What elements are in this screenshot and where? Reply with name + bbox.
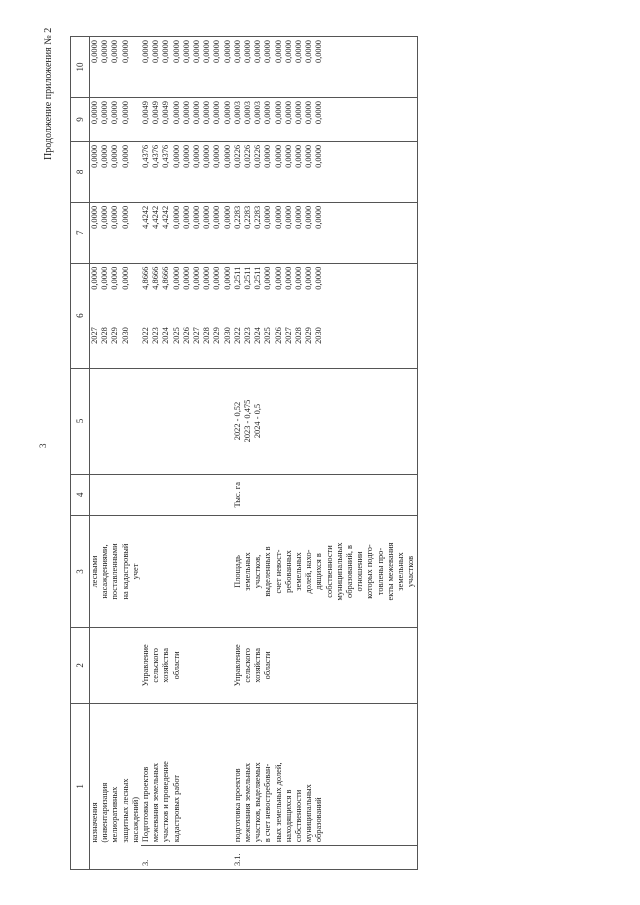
- executor-line: Управление: [232, 644, 242, 687]
- funding-value: 0,0000: [283, 205, 293, 229]
- funding-value: 0,0000: [100, 205, 110, 229]
- funding-value: 0,0000: [90, 101, 99, 125]
- indicator-cell: [233, 515, 417, 627]
- funding-value: 0,0000: [304, 101, 314, 125]
- measure-name-line: участков и проведение: [161, 761, 171, 843]
- indicator-line: екты межевания: [385, 542, 395, 601]
- funding-value: 0,0000: [192, 144, 202, 168]
- measure-name-line: защитных лесных: [120, 778, 130, 843]
- year-value: 2029: [212, 327, 222, 344]
- funding-value: 0,0000: [181, 266, 191, 290]
- funding-value: 0,0000: [90, 205, 99, 229]
- funding-cell-col10: [90, 37, 142, 98]
- indicator-line: насаждениями,: [100, 544, 110, 599]
- funding-value: 0,0000: [192, 101, 202, 125]
- measure-name-line: образований: [314, 797, 324, 843]
- funding-value: 0,0000: [314, 101, 324, 125]
- measure-name-line: находящихся в: [283, 789, 293, 843]
- funding-value: 0,0003: [243, 101, 253, 125]
- funding-cell-col7: [90, 202, 142, 263]
- funding-value: 0,0000: [283, 144, 293, 168]
- indicator-line: товлены про-: [375, 547, 385, 596]
- indicator-line: на кадастровый: [120, 543, 130, 600]
- funding-value: 0,0000: [263, 266, 273, 290]
- funding-value: 0,0000: [100, 101, 110, 125]
- funding-value: 0,0049: [151, 101, 161, 125]
- target-value-cell: [90, 368, 142, 474]
- funding-value: 0,0049: [141, 101, 151, 125]
- funding-value: 0,0000: [273, 101, 283, 125]
- funding-value: 0,4376: [161, 144, 171, 168]
- funding-value: 0,0000: [314, 40, 324, 64]
- funding-value: 4,8666: [161, 266, 171, 290]
- funding-value: 0,0000: [110, 205, 120, 229]
- funding-value: 0,0000: [283, 40, 293, 64]
- funding-value: 0,0000: [314, 144, 324, 168]
- funding-cell-col9: [90, 98, 142, 142]
- funding-value: 4,8666: [141, 266, 151, 290]
- measure-name-line: подготовка проектов: [232, 768, 242, 843]
- appendix-title: Продолжение приложения № 2: [43, 27, 54, 160]
- indicator-line: участков: [406, 555, 416, 588]
- funding-value: 0,0000: [120, 205, 130, 229]
- indicator-line: земельных: [396, 552, 406, 591]
- measure-name-line: в счет невостребован-: [263, 763, 273, 843]
- year-value: 2025: [171, 327, 181, 344]
- unit-cell: [90, 474, 142, 515]
- funding-value: 0,0000: [100, 266, 110, 290]
- measure-name-cell: [141, 703, 233, 846]
- item-number: 3.1.: [232, 853, 242, 866]
- year-value: 2028: [294, 327, 304, 344]
- funding-value: 0,2511: [232, 266, 242, 290]
- year-value: 2028: [202, 327, 212, 344]
- funding-value: 0,0000: [273, 144, 283, 168]
- funding-value: 0,0000: [314, 266, 324, 290]
- funding-value: 0,0000: [90, 40, 99, 64]
- executor-cell: [233, 628, 417, 704]
- funding-value: 0,2283: [243, 205, 253, 229]
- year-value: 2022: [232, 327, 242, 344]
- executor-line: хозяйства: [253, 648, 263, 683]
- funding-value: 0,0000: [212, 40, 222, 64]
- funding-value: 0,0000: [222, 266, 232, 290]
- unit-cell: [233, 474, 417, 515]
- funding-value: 0,4376: [151, 144, 161, 168]
- funding-value: 0,0000: [222, 101, 232, 125]
- funding-value: 0,0000: [212, 144, 222, 168]
- funding-cell-col6: [141, 263, 233, 324]
- year-value: 2023: [243, 327, 253, 344]
- year-value: 2030: [120, 327, 130, 344]
- item-number-cell: [141, 846, 233, 870]
- funding-value: 0,0000: [141, 40, 151, 64]
- funding-value: 4,4242: [161, 205, 171, 229]
- funding-cell-col7: [233, 202, 417, 263]
- funding-value: 0,0000: [222, 144, 232, 168]
- funding-value: 0,0000: [304, 205, 314, 229]
- funding-value: 0,0000: [273, 40, 283, 64]
- year-cell: [90, 324, 142, 368]
- funding-value: 0,0000: [110, 40, 120, 64]
- unit-value: Тыс. га: [232, 482, 242, 508]
- funding-value: 0,0000: [151, 40, 161, 64]
- funding-value: 0,0000: [294, 205, 304, 229]
- measure-name-cell: [233, 703, 417, 846]
- funding-value: 0,0000: [100, 144, 110, 168]
- funding-value: 0,0000: [212, 205, 222, 229]
- year-value: 2024: [253, 327, 263, 344]
- unit-cell: [141, 474, 233, 515]
- funding-value: 0,0000: [263, 101, 273, 125]
- item-number: 3.: [141, 859, 151, 866]
- header-cell: 5: [71, 368, 90, 474]
- funding-value: 0,0000: [100, 40, 110, 64]
- year-value: 2027: [192, 327, 202, 344]
- funding-value: 0,0000: [232, 40, 242, 64]
- funding-value: 0,0000: [202, 205, 212, 229]
- indicator-line: образований, в: [345, 545, 355, 598]
- funding-value: 0,0226: [243, 144, 253, 168]
- funding-value: 0,0000: [171, 266, 181, 290]
- funding-value: 0,0000: [294, 266, 304, 290]
- header-row: [71, 37, 90, 870]
- header-cell: 2: [71, 628, 90, 704]
- funding-value: 4,8666: [151, 266, 161, 290]
- executor-line: области: [171, 651, 181, 680]
- year-value: 2026: [181, 327, 191, 344]
- year-value: 2029: [304, 327, 314, 344]
- year-cell: [233, 324, 417, 368]
- page-number: 3: [38, 443, 48, 448]
- funding-value: 0,0000: [110, 266, 120, 290]
- funding-cell-col7: [141, 202, 233, 263]
- year-value: 2022: [141, 327, 151, 344]
- funding-value: 0,0000: [202, 266, 212, 290]
- funding-value: 0,0000: [120, 101, 130, 125]
- measure-name-line: насаждений): [130, 796, 140, 843]
- target-value-cell: [233, 368, 417, 474]
- funding-value: 0,0000: [120, 266, 130, 290]
- measure-name-line: мелиоративных: [110, 786, 120, 843]
- funding-value: 0,0000: [283, 266, 293, 290]
- funding-value: 0,0000: [192, 266, 202, 290]
- header-cell: 1: [71, 703, 90, 869]
- year-value: 2030: [314, 327, 324, 344]
- funding-value: 0,0000: [181, 40, 191, 64]
- funding-value: 0,0000: [304, 266, 314, 290]
- header-cell: 9: [71, 98, 90, 142]
- item-number-cell: [90, 846, 142, 870]
- measure-name-line: межевания земельных: [151, 762, 161, 843]
- indicator-line: Площадь: [232, 555, 242, 588]
- measure-name-line: назначения: [90, 802, 99, 843]
- funding-cell-col6: [90, 263, 142, 324]
- indicator-line: земельных: [243, 552, 253, 591]
- funding-value: 0,0000: [212, 101, 222, 125]
- year-value: 2025: [263, 327, 273, 344]
- rotated-table-container: [70, 36, 610, 870]
- header-cell: 4: [71, 474, 90, 515]
- header-cell: 10: [71, 37, 90, 98]
- table-body: [90, 37, 418, 870]
- measure-name-line: участков, выделяемых: [253, 762, 263, 843]
- funding-value: 0,2511: [243, 266, 253, 290]
- executor-line: сельского: [151, 648, 161, 683]
- funding-value: 0,0000: [181, 101, 191, 125]
- funding-value: 0,2283: [232, 205, 242, 229]
- indicator-line: которых подго-: [365, 544, 375, 599]
- funding-value: 4,4242: [141, 205, 151, 229]
- header-cell: 6: [71, 263, 90, 368]
- year-value: 2027: [283, 327, 293, 344]
- funding-value: 0,0000: [171, 205, 181, 229]
- funding-value: 0,0000: [263, 205, 273, 229]
- target-value-line: 2024 - 0,5: [253, 403, 263, 439]
- funding-cell-col10: [233, 37, 417, 98]
- indicator-cell: [90, 515, 142, 627]
- funding-value: 0,0000: [263, 144, 273, 168]
- funding-value: 0,0000: [212, 266, 222, 290]
- funding-value: 0,0000: [243, 40, 253, 64]
- year-value: 2026: [273, 327, 283, 344]
- funding-cell-col8: [141, 141, 233, 202]
- funding-value: 0,0000: [202, 144, 212, 168]
- table-row: [233, 37, 417, 870]
- year-value: 2027: [90, 327, 99, 344]
- measure-name-line: межевания земельных: [243, 762, 253, 843]
- executor-cell: [90, 628, 142, 704]
- target-value-line: 2023 - 0,475: [243, 399, 253, 443]
- year-value: 2029: [110, 327, 120, 344]
- measure-name-line: (инвентаризация: [100, 782, 110, 843]
- indicator-line: ребованных: [283, 550, 293, 593]
- indicator-line: собственности: [324, 545, 334, 598]
- funding-value: 0,0003: [253, 101, 263, 125]
- table-row: [90, 37, 142, 870]
- header-cell: 8: [71, 141, 90, 202]
- measure-name-line: Подготовка проектов: [141, 766, 151, 843]
- indicator-line: земельных: [294, 552, 304, 591]
- funding-cell-col9: [141, 98, 233, 142]
- funding-value: 0,4376: [141, 144, 151, 168]
- funding-value: 0,0000: [90, 144, 99, 168]
- indicator-line: муниципальных: [334, 542, 344, 601]
- measure-name-cell: [90, 703, 142, 846]
- funding-value: 0,0226: [232, 144, 242, 168]
- funding-cell-col6: [233, 263, 417, 324]
- funding-value: 0,0000: [192, 40, 202, 64]
- executor-cell: [141, 628, 233, 704]
- funding-value: 0,0000: [90, 266, 99, 290]
- indicator-cell: [141, 515, 233, 627]
- indicator-line: дящихся в: [314, 553, 324, 590]
- funding-value: 0,0000: [283, 101, 293, 125]
- funding-value: 0,0000: [171, 40, 181, 64]
- target-value-cell: [141, 368, 233, 474]
- year-value: 2023: [151, 327, 161, 344]
- measure-name-line: ных земельных долей,: [273, 762, 283, 843]
- funding-value: 4,4242: [151, 205, 161, 229]
- funding-value: 0,0000: [273, 205, 283, 229]
- indicator-line: выделенных в: [263, 546, 273, 597]
- funding-value: 0,0000: [181, 205, 191, 229]
- funding-value: 0,0000: [181, 144, 191, 168]
- measure-name-line: кадастровых работ: [171, 774, 181, 843]
- executor-line: хозяйства: [161, 648, 171, 683]
- funding-value: 0,0000: [171, 144, 181, 168]
- executor-line: области: [263, 651, 273, 680]
- program-table: [70, 36, 418, 870]
- funding-value: 0,0000: [161, 40, 171, 64]
- year-value: 2028: [100, 327, 110, 344]
- indicator-line: счет невост-: [273, 549, 283, 594]
- indicator-line: лесными: [90, 555, 99, 588]
- funding-value: 0,0226: [253, 144, 263, 168]
- year-cell: [141, 324, 233, 368]
- funding-value: 0,0000: [222, 205, 232, 229]
- funding-value: 0,0000: [110, 144, 120, 168]
- funding-value: 0,0000: [222, 40, 232, 64]
- funding-value: 0,0000: [120, 40, 130, 64]
- year-value: 2030: [222, 327, 232, 344]
- funding-value: 0,2511: [253, 266, 263, 290]
- funding-value: 0,0000: [110, 101, 120, 125]
- funding-value: 0,0000: [304, 144, 314, 168]
- measure-name-line: муниципальных: [304, 784, 314, 843]
- funding-value: 0,0000: [120, 144, 130, 168]
- table-row: [141, 37, 233, 870]
- indicator-line: долей, нахо-: [304, 549, 314, 594]
- funding-value: 0,0000: [171, 101, 181, 125]
- header-cell: 3: [71, 515, 90, 627]
- funding-cell-col8: [90, 141, 142, 202]
- item-number-cell: [233, 846, 417, 870]
- funding-value: 0,0003: [232, 101, 242, 125]
- measure-name-line: собственности: [294, 789, 304, 843]
- executor-line: сельского: [243, 648, 253, 683]
- funding-cell-col8: [233, 141, 417, 202]
- funding-value: 0,0000: [314, 205, 324, 229]
- header-cell: 7: [71, 202, 90, 263]
- year-value: 2024: [161, 327, 171, 344]
- funding-value: 0,0000: [263, 40, 273, 64]
- funding-value: 0,0049: [161, 101, 171, 125]
- target-value-line: 2022 - 0,52: [232, 401, 242, 441]
- funding-value: 0,2283: [253, 205, 263, 229]
- funding-value: 0,0000: [253, 40, 263, 64]
- executor-line: Управление: [141, 644, 151, 687]
- funding-value: 0,0000: [273, 266, 283, 290]
- funding-value: 0,0000: [202, 40, 212, 64]
- funding-cell-col10: [141, 37, 233, 98]
- funding-value: 0,0000: [192, 205, 202, 229]
- funding-value: 0,0000: [304, 40, 314, 64]
- funding-value: 0,0000: [294, 101, 304, 125]
- funding-value: 0,0000: [202, 101, 212, 125]
- indicator-line: поставленными: [110, 543, 120, 600]
- funding-value: 0,0000: [294, 144, 304, 168]
- funding-cell-col9: [233, 98, 417, 142]
- indicator-line: отношении: [355, 551, 365, 592]
- funding-value: 0,0000: [294, 40, 304, 64]
- indicator-line: участков,: [253, 554, 263, 589]
- indicator-line: учет: [130, 563, 140, 580]
